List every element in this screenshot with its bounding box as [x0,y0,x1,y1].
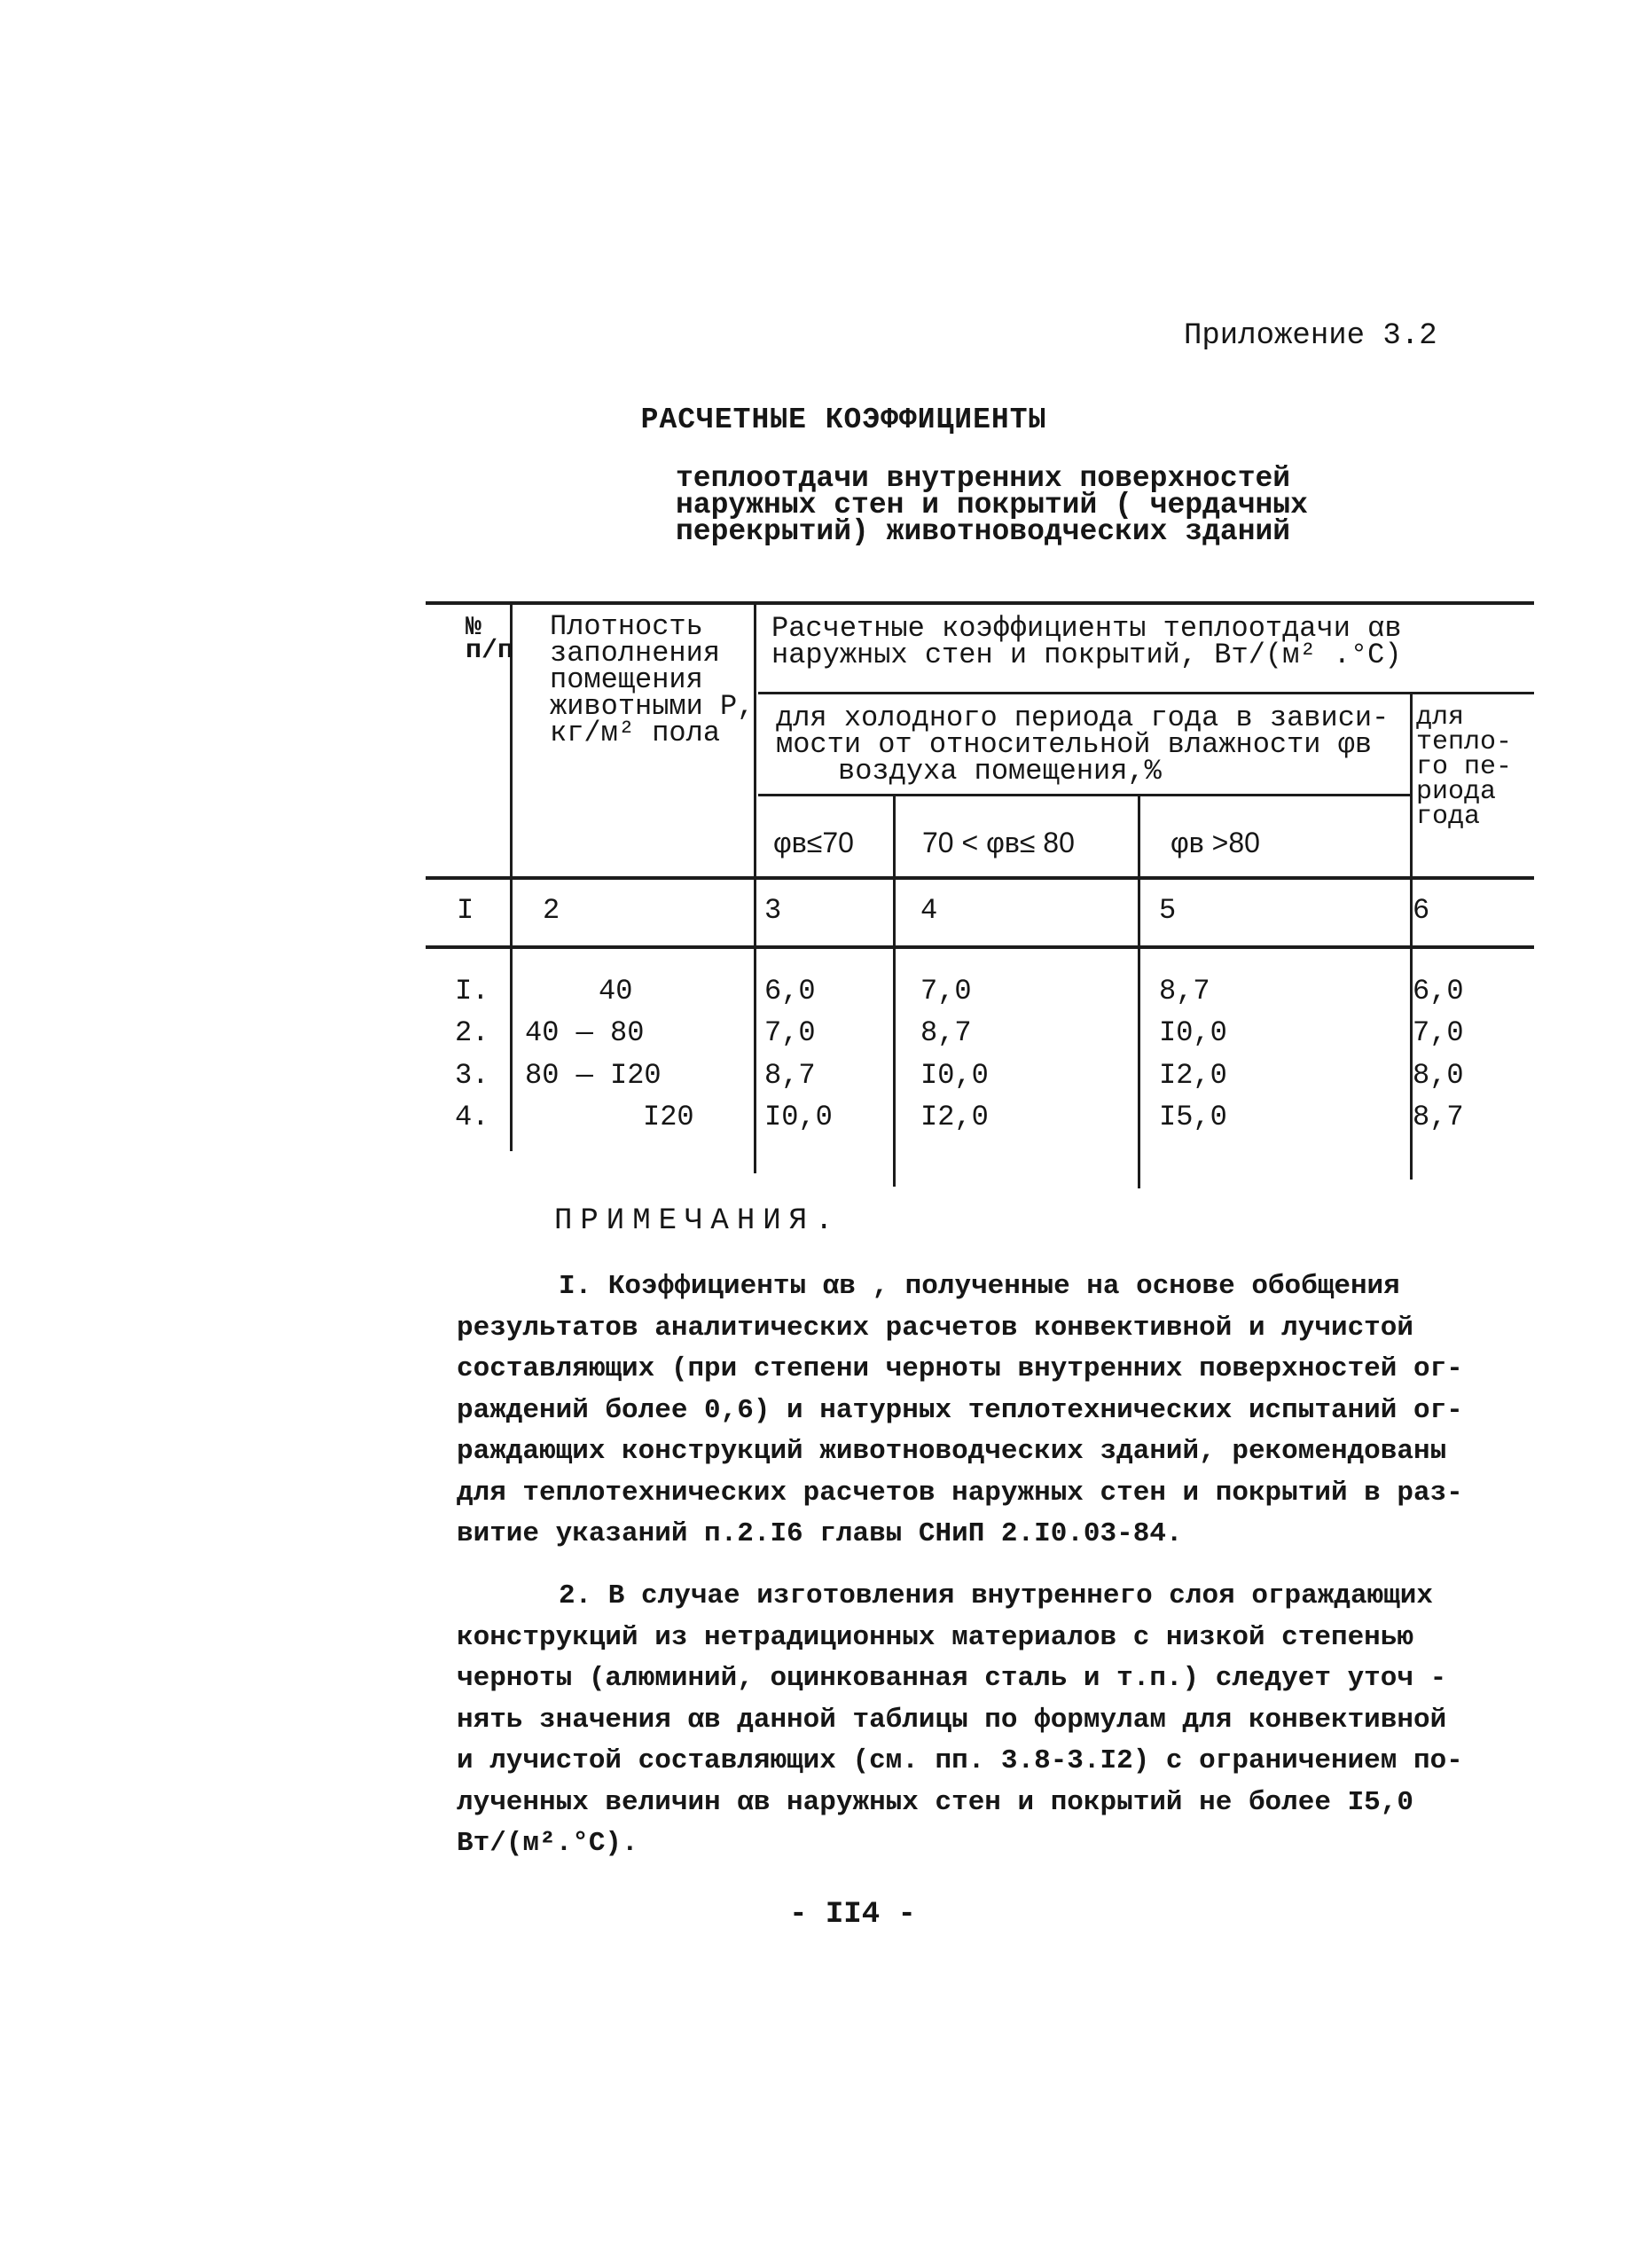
header-density: Плотность заполнения помещения животными Р, кг/м² пола [550,610,755,749]
header-humidity-mid: 70 < φв≤ 80 [922,827,1075,858]
row-density: 40 — 80 [525,1016,645,1049]
col-number: 2 [543,894,560,927]
header-coefficients: Расчетные коэффициенты теплоотдачи αв наружных стен и покрытий, Вт/(м² .°С) [771,612,1402,671]
header-warm-period: для тепло- го пе- риода года [1416,702,1513,832]
table-col-divider [510,601,513,1151]
note-line: раждающих конструкций животноводческих зданий, рекомендованы [457,1436,1447,1467]
row-value: 8,0 [1413,1059,1464,1092]
note-line: черноты (алюминий, оцинкованная сталь и т.п.) следует уточ - [457,1663,1447,1694]
header-cold-period: для холодного периода года в зависи- мости от относительной влажности φв воздуха помещения,% [776,702,1390,788]
row-num: I. [455,975,489,1007]
table-rule [758,794,1410,796]
note-line: результатов аналитических расчетов конвективной и лучистой [457,1312,1413,1344]
note-1 [457,1266,1499,1556]
table-col-divider [1138,794,1140,1188]
subtitle-line: теплоотдачи внутренних поверхностей [676,462,1291,495]
row-value: I0,0 [1159,1016,1227,1049]
row-value: I0,0 [764,1101,833,1133]
note-line: составляющих (при степени черноты внутренних поверхностей ог- [457,1353,1463,1384]
row-value: 8,7 [1413,1101,1464,1133]
col-number: 6 [1413,894,1430,927]
note-2 [457,1576,1499,1865]
row-value: 8,7 [920,1016,972,1049]
table-top-rule [426,601,1534,605]
header-humidity-low: φв≤70 [773,827,854,858]
col-number: 3 [764,894,782,927]
note-line: витие указаний п.2.I6 главы СНиП 2.I0.03-84. [457,1518,1183,1549]
note-line: лученных величин αв наружных стен и покрытий не более I5,0 [457,1786,1413,1818]
row-value: 7,0 [764,1016,816,1049]
page-title: РАСЧЕТНЫЕ КОЭФФИЦИЕНТЫ [640,404,1047,436]
row-value: 8,7 [764,1059,816,1092]
page-subtitle [676,462,1308,548]
row-value: 6,0 [764,975,816,1007]
note-line: нять значения αв данной таблицы по формулам для конвективной [457,1704,1447,1736]
page-number: - II4 - [789,1898,916,1932]
col-number: 5 [1159,894,1177,927]
note-line: для теплотехнических расчетов наружных стен и покрытий в раз- [457,1477,1463,1509]
row-value: 8,7 [1159,975,1210,1007]
subtitle-line: перекрытий) животноводческих зданий [676,515,1291,548]
table-rule [426,945,1534,949]
note-line: раждений более 0,6) и натурных теплотехнических испытаний ог- [457,1394,1463,1426]
header-humidity-high: φв >80 [1170,827,1260,858]
row-density: 80 — I20 [525,1059,662,1092]
note-line: и лучистой составляющих (см. пп. 3.8-3.I2) с ограничением по- [457,1745,1463,1776]
table-rule [758,692,1534,694]
row-value: I5,0 [1159,1101,1227,1133]
row-value: I2,0 [1159,1059,1227,1092]
row-num: 3. [455,1059,489,1092]
row-value: 7,0 [920,975,972,1007]
row-density: I20 [643,1101,694,1133]
col-number: I [457,894,474,927]
note-line: 2. В случае изготовления внутреннего слоя ограждающих [559,1580,1433,1611]
note-line: конструкций из нетрадиционных материалов с низкой степенью [457,1621,1413,1653]
row-num: 4. [455,1101,489,1133]
row-value: 7,0 [1413,1016,1464,1049]
row-num: 2. [455,1016,489,1049]
appendix-label: Приложение 3.2 [1184,319,1437,353]
note-line: Вт/(м².°С). [457,1828,638,1859]
row-density: 40 [599,975,633,1007]
row-value: I2,0 [920,1101,989,1133]
notes-title: ПРИМЕЧАНИЯ. [554,1204,842,1238]
row-value: I0,0 [920,1059,989,1092]
table-col-divider [893,794,896,1187]
table-rule [426,876,1534,880]
note-line: I. Коэффициенты αв , полученные на основе обобщения [559,1271,1400,1302]
header-num: № п/п [466,613,514,666]
col-number: 4 [920,894,938,927]
table-col-divider [754,601,756,1173]
subtitle-line: наружных стен и покрытий ( чердачных [676,489,1308,521]
row-value: 6,0 [1413,975,1464,1007]
